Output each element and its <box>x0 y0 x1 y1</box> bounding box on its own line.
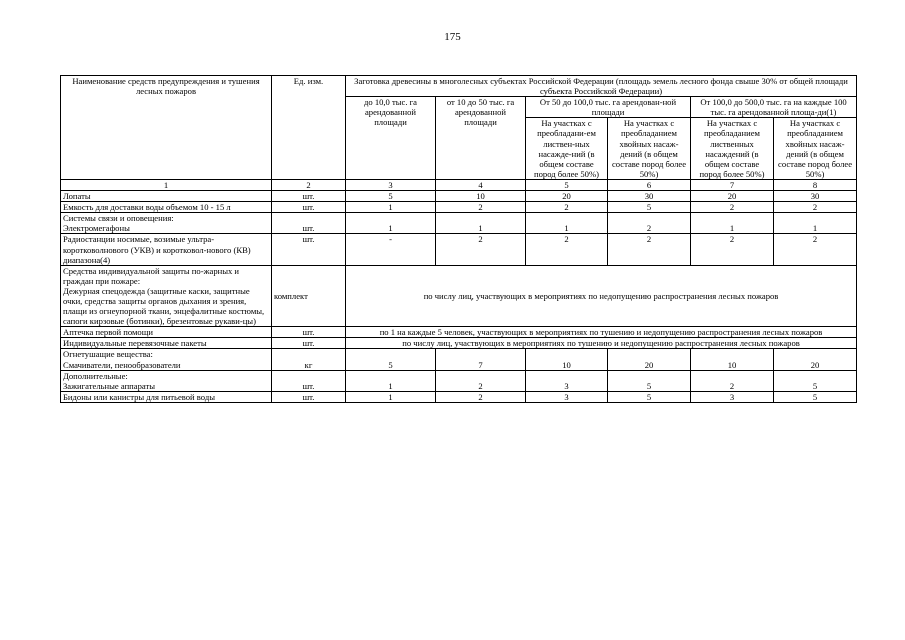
item-unit-text: шт. <box>302 380 315 391</box>
item-name: Емкость для доставки воды объемом 10 - 15 л <box>61 202 272 213</box>
table-row <box>61 370 857 391</box>
header-col-5: На участках с преобладани-ем листвен-ных насажде-ний (в общем составе пород более 50%) <box>526 118 608 180</box>
item-value <box>608 370 691 391</box>
item-subname: Зажигательные аппараты <box>63 380 156 391</box>
item-value: 5 <box>608 391 691 402</box>
item-value: 2 <box>436 202 526 213</box>
item-value: 1 <box>346 202 436 213</box>
item-value-text: 5 <box>388 359 393 370</box>
item-value-text: 10 <box>562 359 571 370</box>
item-value: 5 <box>608 202 691 213</box>
item-group-title: Средства индивидуальной защиты по-жарных и граждан при пожаре: <box>63 265 240 286</box>
item-unit: шт. <box>272 327 346 338</box>
item-unit: шт. <box>272 202 346 213</box>
table-row <box>61 327 857 338</box>
item-name <box>61 370 272 391</box>
header-group-5-6: От 50 до 100,0 тыс. га арендован-ной площади <box>526 97 691 118</box>
item-value: 20 <box>526 191 608 202</box>
item-unit <box>272 349 346 370</box>
item-value-text: 1 <box>388 223 393 234</box>
item-subname: Дежурная спецодежда (защитные каски, защитные очки, средства защиты органов дыхания и зрения, плащи из огнеупорной ткани, энцефалитные костюмы, сапоги кирзовые (ботинки), брезентовые рукави-цы) <box>63 285 265 327</box>
item-unit: шт. <box>272 191 346 202</box>
item-value: - <box>346 234 436 265</box>
header-row-1 <box>61 76 857 97</box>
item-merged-value: по числу лиц, участвующих в мероприятиях по недопущению распространения лесных пожаров <box>346 265 857 327</box>
item-value-text: 2 <box>729 380 735 391</box>
item-value: 1 <box>346 391 436 402</box>
item-value: 20 <box>691 191 774 202</box>
item-value: 2 <box>436 391 526 402</box>
page-number: 175 <box>444 31 461 43</box>
header-group-7-8: От 100,0 до 500,0 тыс. га на каждые 100 тыс. га арендованной площа-ди(1) <box>691 97 857 118</box>
item-unit-text: кг <box>304 359 313 370</box>
item-value-text: 20 <box>644 359 654 370</box>
table-row <box>61 338 857 349</box>
item-name <box>61 349 272 370</box>
item-value <box>346 370 436 391</box>
item-value-text: 1 <box>564 223 569 234</box>
col-number: 8 <box>774 179 857 190</box>
item-name: Радиостанции носимые, возимые ультра-коротковолнового (УКВ) и коротковол-нового (КВ) диапазона(4) <box>61 234 272 265</box>
item-value: 3 <box>691 391 774 402</box>
table-row <box>61 234 857 265</box>
item-unit: шт. <box>272 234 346 265</box>
header-unit: Ед. изм. <box>272 76 346 180</box>
col-number: 1 <box>61 179 272 190</box>
item-value: 2 <box>526 234 608 265</box>
item-group-title: Огнетушащие вещества: <box>63 349 153 360</box>
item-name <box>61 213 272 234</box>
item-value-text: 10 <box>727 359 737 370</box>
item-value: 3 <box>526 391 608 402</box>
item-value-text: 1 <box>729 223 735 234</box>
item-value <box>774 213 857 234</box>
item-value: 2 <box>774 234 857 265</box>
item-merged-value: по числу лиц, участвующих в мероприятиях по тушению и недопущению распространения лесных пожаров <box>346 338 857 349</box>
item-value <box>526 349 608 370</box>
table-row <box>61 213 857 234</box>
item-unit: шт. <box>272 338 346 349</box>
item-value-text: 5 <box>812 380 818 391</box>
item-value <box>436 370 526 391</box>
header-col-7: На участках с преобладанием лиственных насаждений (в общем составе пород более 50%) <box>691 118 774 180</box>
table-row <box>61 265 857 327</box>
item-subname: Смачиватели, пенообразователи <box>63 359 181 370</box>
header-col-3: до 10,0 тыс. га арендованной площади <box>346 97 436 180</box>
item-name: Индивидуальные перевязочные пакеты <box>61 338 272 349</box>
col-number: 5 <box>526 179 608 190</box>
item-value <box>346 213 436 234</box>
item-value <box>436 213 526 234</box>
item-value <box>691 349 774 370</box>
item-value <box>774 349 857 370</box>
item-name: Бидоны или канистры для питьевой воды <box>61 391 272 402</box>
item-value-text: 1 <box>812 223 818 234</box>
item-subname: Электромегафоны <box>63 223 130 234</box>
col-number: 4 <box>436 179 526 190</box>
item-name: Аптечка первой помощи <box>61 327 272 338</box>
item-value <box>608 213 691 234</box>
item-value <box>691 370 774 391</box>
table-row <box>61 202 857 213</box>
item-value: 2 <box>691 234 774 265</box>
col-number: 3 <box>346 179 436 190</box>
item-value <box>526 370 608 391</box>
item-value-text: 20 <box>810 359 820 370</box>
item-unit <box>272 370 346 391</box>
col-number: 6 <box>608 179 691 190</box>
equipment-norms-table <box>60 75 857 403</box>
header-group: Заготовка древесины в многолесных субъектах Российской Федерации (площадь земель лесного фонда свыше 30% от общей площади субъекта Российской Федерации) <box>346 76 857 97</box>
item-unit: комплект <box>272 265 346 327</box>
item-value: 2 <box>691 202 774 213</box>
item-group-title: Системы связи и оповещения: <box>63 213 174 224</box>
item-value: 2 <box>436 234 526 265</box>
item-value: 30 <box>774 191 857 202</box>
header-col-8: На участках с преобладанием хвойных насаж-дений (в общем составе пород более 50%) <box>774 118 857 180</box>
item-unit: шт. <box>272 391 346 402</box>
item-value: 5 <box>346 191 436 202</box>
item-value <box>691 213 774 234</box>
col-number: 7 <box>691 179 774 190</box>
header-col-6: На участках с преобладанием хвойных насаж-дений (в общем составе пород более 50%) <box>608 118 691 180</box>
item-merged-value: по 1 на каждые 5 человек, участвующих в мероприятиях по тушению и недопущению распространения лесных пожаров <box>346 327 857 338</box>
item-value: 30 <box>608 191 691 202</box>
item-value <box>526 213 608 234</box>
item-value <box>436 349 526 370</box>
item-value-text: 7 <box>478 359 483 370</box>
item-value: 2 <box>608 234 691 265</box>
header-name: Наименование средств предупреждения и тушения лесных пожаров <box>61 76 272 180</box>
item-value-text: 2 <box>478 380 483 391</box>
item-group-title: Дополнительные: <box>63 370 128 381</box>
item-unit <box>272 213 346 234</box>
item-unit-text: шт. <box>302 223 315 234</box>
item-value <box>346 349 436 370</box>
item-value-text: 3 <box>564 380 569 391</box>
col-number: 2 <box>272 179 346 190</box>
item-value-text: 1 <box>388 380 393 391</box>
column-number-row <box>61 179 857 190</box>
item-name <box>61 265 272 327</box>
table-row <box>61 191 857 202</box>
item-value: 10 <box>436 191 526 202</box>
item-name: Лопаты <box>61 191 272 202</box>
item-value <box>608 349 691 370</box>
item-value: 2 <box>526 202 608 213</box>
item-value-text: 5 <box>646 380 652 391</box>
item-value-text: 1 <box>478 223 483 234</box>
table-row <box>61 391 857 402</box>
item-value: 2 <box>774 202 857 213</box>
header-col-4: от 10 до 50 тыс. га арендованной площади <box>436 97 526 180</box>
item-value-text: 2 <box>646 223 652 234</box>
item-value <box>774 370 857 391</box>
item-value: 5 <box>774 391 857 402</box>
table-row <box>61 349 857 370</box>
